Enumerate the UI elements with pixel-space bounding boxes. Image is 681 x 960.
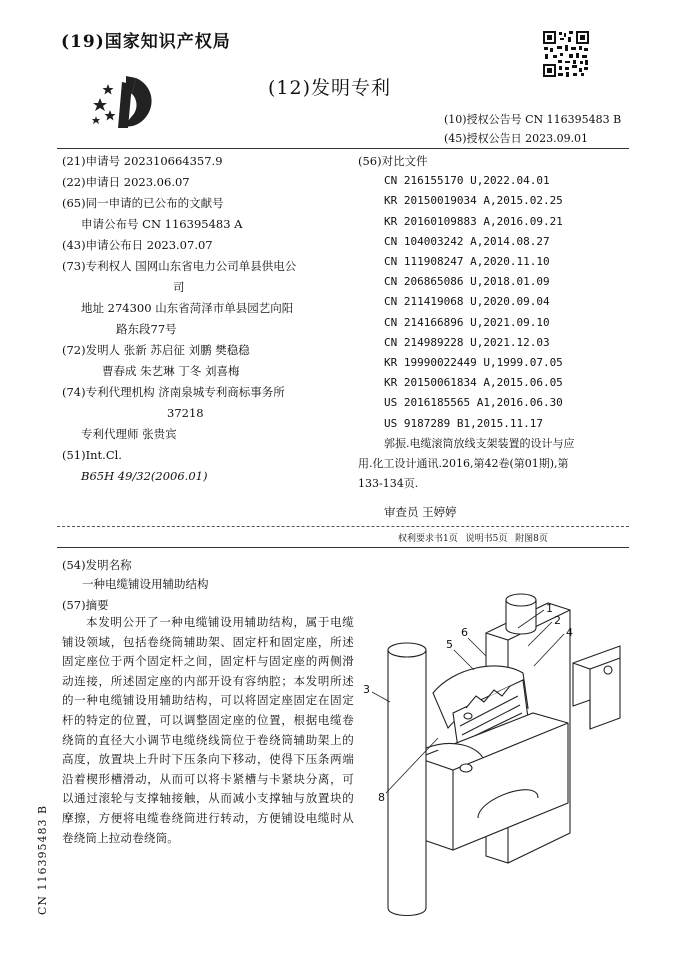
patent-agent: 专利代理师 张贵宾 [81,427,177,441]
citation-item: US 2016185565 A1,2016.06.30 [384,396,563,410]
citation-item: CN 214166896 U,2021.09.10 [384,315,550,329]
citation-item: KR 20160109883 A,2016.09.21 [384,214,563,228]
citation-item: CN 214989228 U,2021.12.03 [384,335,550,349]
prior-publication-value: 申请公布号 CN 116395483 A [81,217,243,231]
prior-publication-label: (65)同一申请的已公布的文献号 [62,196,224,210]
inventors-continued: 曹春成 朱艺琳 丁冬 刘喜梅 [102,364,240,378]
office-name: (19)国家知识产权局 [61,32,231,52]
nonpatent-citation-pages: 133-134页. [358,477,419,491]
abstract-figure [358,588,628,918]
citation-item: CN 111908247 A,2020.11.10 [384,255,550,269]
grant-publication-date: (45)授权公告日 2023.09.01 [444,132,589,145]
header-divider [57,148,629,149]
invention-title-label: (54)发明名称 [62,558,132,572]
citation-item: KR 20150061834 A,2015.06.05 [384,376,563,390]
abstract-divider [57,547,629,548]
page-count-divider [57,526,629,527]
abstract-text: 本发明公开了一种电缆铺设用辅助结构，属于电缆铺设领域，包括卷绕筒辅助架、固定杆和固定座，所述固定座位于两个固定杆之间，固定杆与固定座的两侧滑动连接，所述固定座的内部开设有容纳腔；本发明所述的一种电缆铺设用辅助结构，可以将固定座固定在固定杆的特定的位置，可以调整固定座的位置，根据电缆卷绕筒的直径大小调节电缆绕线筒位于卷绕筒辅助架上的高度，放置块上升时下压条向下移动，使得下压条两端沿着楔形槽滑动，从而可以将卡紧槽与卡紧块分离，可以通过滚轮与支撑轴接触，从而减小支撑轴与放置块的摩擦，方便将电缆卷绕筒进行转动，方便铺设电缆时从卷绕筒上拉动卷绕筒。 [62,615,354,845]
page-counts: 权利要求书1页 说明书5页 附图8页 [398,534,548,544]
figure-label-3: 3 [363,683,370,696]
inventors: (72)发明人 张新 苏启征 刘鹏 樊稳稳 [62,343,250,357]
publication-block [444,110,621,148]
patentee-continued: 司 [173,280,185,294]
citation-item: CN 216155170 U,2022.04.01 [384,174,550,188]
figure-label-1: 1 [546,602,553,615]
citations-label: (56)对比文件 [358,154,428,168]
qr-code[interactable] [543,31,589,77]
application-publication-date: (43)申请公布日 2023.07.07 [62,238,213,252]
clamp-block [573,646,620,729]
int-cl-value: B65H 49/32(2006.01) [81,469,208,483]
address-continued: 路东段77号 [116,322,177,336]
cnipa-logo [92,70,160,132]
side-publication-code: CN 116395483 B [36,804,49,915]
filing-date: (22)申请日 2023.06.07 [62,175,190,189]
citation-item: US 9187289 B1,2015.11.17 [384,416,543,430]
figure-label-2: 2 [554,614,561,627]
citation-item: CN 104003242 A,2014.08.27 [384,234,550,248]
figure-label-6: 6 [461,626,468,639]
nonpatent-citation: 郭振.电缆滚筒放线支架装置的设计与应 [384,436,575,450]
nonpatent-citation-continued: 用.化工设计通讯.2016,第42卷(第01期),第 [358,457,569,471]
citations-block [358,151,575,523]
fixed-rod-left [388,650,426,916]
grant-publication-number: (10)授权公告号 CN 116395483 B [444,113,622,126]
application-number: (21)申请号 202310664357.9 [62,154,223,168]
bibliographic-data [62,151,296,487]
citation-item: CN 206865086 U,2018.01.09 [384,275,550,289]
patent-agency-code: 37218 [167,406,204,420]
figure-label-5: 5 [446,638,453,651]
address: 地址 274300 山东省菏泽市单县园艺向阳 [81,301,294,315]
document-type: (12)发明专利 [268,77,392,99]
citation-item: KR 19990022449 U,1999.07.05 [384,356,563,370]
invention-title: 一种电缆铺设用辅助结构 [82,577,209,591]
examiner: 审查员 王婷婷 [384,505,457,520]
citation-item: KR 20150019034 A,2015.02.25 [384,194,563,208]
citation-item: CN 211419068 U,2020.09.04 [384,295,550,309]
abstract-label: (57)摘要 [62,598,109,612]
patentee: (73)专利权人 国网山东省电力公司单县供电公 [62,259,297,273]
patent-agency: (74)专利代理机构 济南泉城专利商标事务所 [62,385,285,399]
figure-label-8: 8 [378,791,385,804]
int-cl-label: (51)Int.Cl. [62,448,122,462]
figure-label-4: 4 [566,626,573,639]
